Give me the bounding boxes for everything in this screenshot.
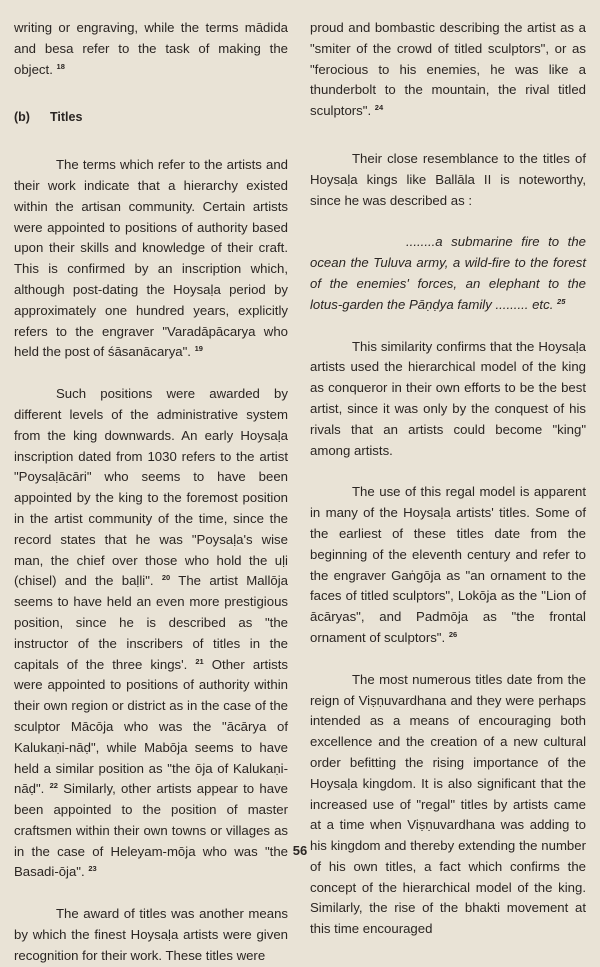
section-title: Titles <box>49 110 83 125</box>
footnote-ref: 22 <box>49 781 58 791</box>
right-column <box>310 18 586 940</box>
paragraph-continued: proud and bombastic describing the artist as a "smiter of the crowd of titled sculptors", or as "ferocious to his enemies, he was like a thunderbolt to the mountain, the rival titled sculptors". $^{24}$ <box>310 20 586 119</box>
footnote-ref: 18 <box>56 61 65 71</box>
paragraph: The award of titles was another means by which the finest Hoysaḷa artists were given recognition for their work. These titles were <box>14 906 288 963</box>
footnote-ref: 23 <box>88 864 97 874</box>
footnote-ref: 24 <box>374 103 384 113</box>
footnote-ref: 25 <box>557 296 566 306</box>
footnote-ref: 21 <box>195 656 204 666</box>
footnote-ref: 26 <box>448 629 458 639</box>
section-label: (b) <box>14 110 30 125</box>
footnote-ref: 19 <box>194 344 203 354</box>
paragraph: The terms which refer to the artists and their work indicate that a hierarchy existed within the artisan community. Certain artists were appointed to positions of authority based upon their skills and knowledge of their craft. This is confirmed by an inscription which, although post-dating the Hoysaḷa period by approximately one hundred years, explicitly refers to the engraver "Varadāpācarya who held the post of śāsanācarya". $^{19}$ <box>14 157 288 360</box>
paragraph: Such positions were awarded by different levels of the administrative system from the king downwards. An early Hoysaḷa inscription dated from 1030 refers to the artist "Poysaḷācāri" who seems to have been appointed by the king to the foremost position in the artist community of the time, since the record states that he was "Poysaḷa's wise man, the chief over those who hold the uḷi (chisel) and the baḷli". $^{20}$ The artist Mallōja seems to have held an even more prestigious position, since he is described as "the instructor of the inscribers of titles in the capitals of the three kings'. $^{21}$ Other artists were appointed to positions of authority within their own region or district as in the case of the sculptor Mācōja who was the "ācārya of Kalukaṇi-nāḍ", while Mabōja seems to have held a similar position as "the ōja of Kalukaṇi-nāḍ". $^{22}$ Similarly, other artists appear to have been appointed to the position of master craftsmen within their own towns or villages as in the case of Heleyam-mōja who was "the Basadi-ōja". $^{23}$ <box>14 386 289 880</box>
block-quote: ........a submarine fire to the ocean the Tuluva army, a wild-fire to the forest of the enemies' forces, an elephant to the lotus-garden the Pāṇḍya family ......... etc. $^{25}$ <box>310 234 586 312</box>
footnote-ref: 20 <box>161 573 171 583</box>
paragraph: Their close resemblance to the titles of Hoysaḷa kings like Ballāla II is noteworthy, since he was described as : <box>310 150 586 208</box>
paragraph: This similarity confirms that the Hoysaḷa artists used the hierarchical model of the king as conqueror in their own efforts to be the best artist, since it was only by the conquest of his rivals that an artists could become "king" among artists. <box>310 338 586 458</box>
paragraph-continued: writing or engraving, while the terms mādida and besa refer to the task of making the object. $^{18}$ <box>14 20 288 77</box>
left-column <box>14 18 288 967</box>
paragraph: The most numerous titles date from the reign of Viṣṇuvardhana and they were perhaps intended as a means of encouraging both excellence and the creation of a new cultural order befitting the rising importance of the Hoysaḷa kingdom. It is also significant that the increased use of "regal" titles by artists came at a time when Viṣṇuvardhana was adding to his kingdom and thereby extending the number of his own titles, a fact which confirms the concept of the hierarchical model of the king. Similarly, the rise of the bhakti movement at this time encouraged <box>310 671 586 937</box>
page-number: 56 <box>292 843 308 858</box>
paragraph: The use of this regal model is apparent in many of the Hoysaḷa artists' titles. Some of the earliest of these titles date from the beginning of the eleventh century and refer to the engraver Gaṅgōja as "an ornament to the faces of titled sculptors", Lokōja as the "Lion of ācāryas", and Padmōja as "the frontal ornament of sculptors". $^{26}$ <box>310 484 586 645</box>
section-heading <box>14 107 288 128</box>
